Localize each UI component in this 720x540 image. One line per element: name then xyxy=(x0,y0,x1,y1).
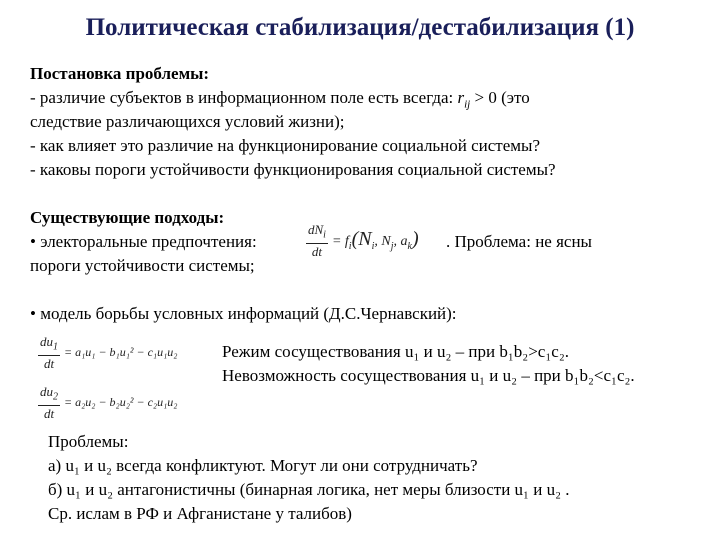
electoral-line-2: пороги устойчивости системы; xyxy=(30,256,255,275)
eq1-rhs: = a₁u₁ − b₁u₁² − c₁u₁u₂ xyxy=(64,344,178,359)
equation-2 xyxy=(38,384,177,421)
problem-line-1-post: > 0 (это xyxy=(470,88,530,107)
problem-line-1-pre: - различие субъектов в информационном поле есть всегда: xyxy=(30,88,458,107)
page-title: Политическая стабилизация/дестабилизация (1) xyxy=(85,14,635,41)
r-variable: r xyxy=(457,88,465,107)
eq1-fraction: $\frac{du_1}{dt}$ xyxy=(40,334,58,371)
approaches-heading: Существующие подходы: xyxy=(30,208,225,227)
problem-line-3: - как влияет это различие на функционирование социальной системы? xyxy=(30,136,541,155)
problems-heading: Проблемы: xyxy=(48,432,129,451)
model-line xyxy=(30,302,457,326)
electoral-label: электоральные предпочтения: xyxy=(35,232,257,251)
problem-line-4: - каковы пороги устойчивости функционирования социальной системы? xyxy=(30,160,556,179)
no-coexistence-text: Невозможность сосуществования u₁ и u₂ – при b₁b₂<c₁c₂. xyxy=(222,366,635,385)
eq2-fraction: $\frac{du_2}{dt}$ xyxy=(40,384,58,421)
problem-heading: Постановка проблемы: xyxy=(30,64,210,83)
problem-line-2: следствие различающихся условий жизни); xyxy=(30,112,345,131)
formula1-rhs: = $f_i(N_i$, $N_j$, $a_k$) xyxy=(331,228,419,253)
eq2-rhs: = a₂u₂ − b₂u₂² − c₂u₁u₂ xyxy=(64,394,178,409)
problem-b: б) u₁ и u₂ антагонистичны (бинарная логика, нет меры близости u₁ и u₂ . xyxy=(48,480,570,499)
electoral-line xyxy=(30,230,257,254)
electoral-tail: . Проблема: не ясны xyxy=(446,232,592,251)
problem-a: а) u₁ и u₂ всегда конфликтуют. Могут ли они сотрудничать? xyxy=(48,456,478,475)
coexistence-text: Режим сосуществования u₁ и u₂ – при b₁b₂>c₁c₂. xyxy=(222,342,570,361)
bullet: • xyxy=(30,232,36,251)
r-subscript: ij xyxy=(464,98,471,111)
formula1-fraction xyxy=(306,222,328,259)
formula1-numerator: $dN_i$ xyxy=(306,222,328,244)
bullet-2: • xyxy=(30,304,36,323)
model-label: модель борьбы условных информаций (Д.С.Чернавский): xyxy=(35,304,457,323)
problem-c: Ср. ислам в РФ и Афганистане у талибов) xyxy=(48,504,352,523)
formula1-denominator: dt xyxy=(311,243,323,259)
equation-1 xyxy=(38,334,177,371)
electoral-formula xyxy=(306,222,419,259)
